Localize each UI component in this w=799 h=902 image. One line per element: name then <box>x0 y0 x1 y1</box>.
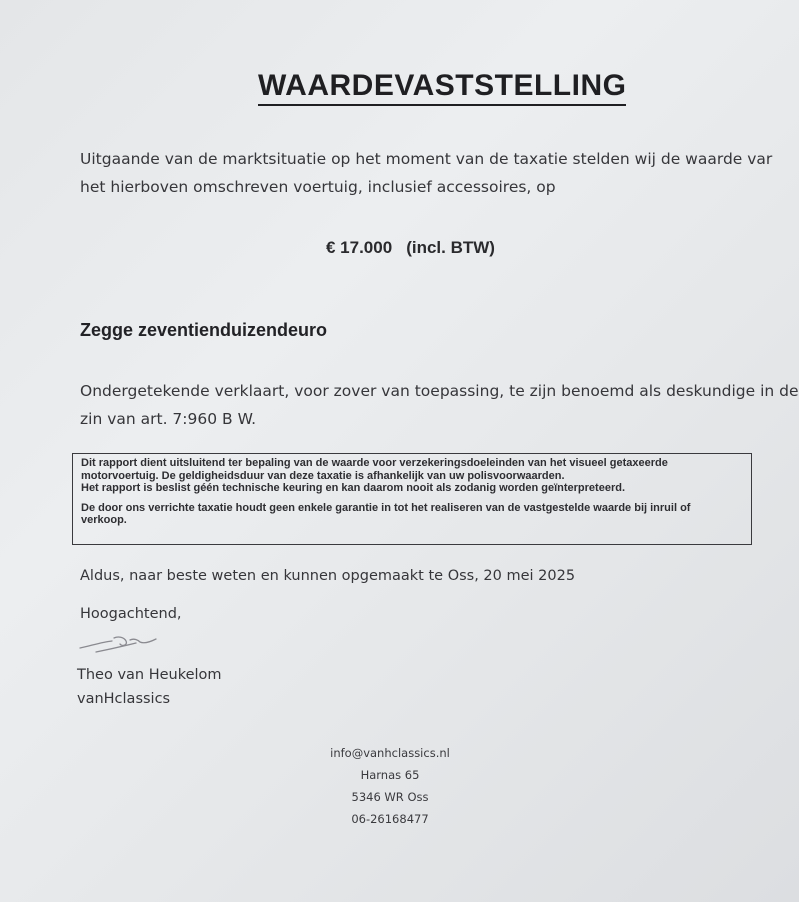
disclaimer-line: Het rapport is beslist géén technische keuring en kan daarom nooit als zodanig worden geïnterpreteerd. <box>81 482 626 494</box>
intro-paragraph <box>80 145 772 201</box>
signer-name: Theo van Heukelom <box>77 667 222 683</box>
disclaimer-line: De door ons verrichte taxatie houdt geen enkele garantie in tot het realiseren van de vastgestelde waarde bij inruil of <box>81 501 691 514</box>
contact-postal-city: 5346 WR Oss <box>351 790 429 804</box>
disclaimer-line: verkoop. <box>81 514 127 526</box>
closing-statement: Aldus, naar beste weten en kunnen opgemaakt te Oss, 20 mei 2025 <box>80 568 576 584</box>
declaration-line: Ondergetekende verklaart, voor zover van toepassing, te zijn benoemd als deskundige in de <box>80 382 799 400</box>
contact-block <box>320 742 460 830</box>
contact-phone: 06-26168477 <box>351 812 429 826</box>
intro-line: het hierboven omschreven voertuig, inclusief accessoires, op <box>80 178 556 196</box>
company-name: vanHclassics <box>77 691 171 707</box>
value-note-text: (incl. BTW) <box>406 238 495 257</box>
intro-line: Uitgaande van de marktsituatie op het moment van de taxatie stelden wij de waarde var <box>80 150 773 168</box>
disclaimer-box <box>72 453 752 545</box>
declaration-paragraph <box>80 377 799 433</box>
contact-street: Harnas 65 <box>360 768 420 782</box>
value-amount-text: € 17.000 <box>326 238 393 257</box>
disclaimer-line: motorvoertuig. De geldigheidsduur van deze taxatie is afhankelijk van uw polisvoorwaarden. <box>81 469 565 482</box>
document-title: WAARDEVASTSTELLING <box>258 68 626 106</box>
value-in-words: Zegge zeventienduizendeuro <box>80 320 328 340</box>
declaration-line: zin van art. 7:960 B W. <box>80 410 257 428</box>
greeting: Hoogachtend, <box>80 606 182 622</box>
disclaimer-line: Dit rapport dient uitsluitend ter bepaling van de waarde voor verzekeringsdoeleinden van het visueel getaxeerde <box>81 457 668 469</box>
valuation-amount <box>326 238 495 258</box>
signature-icon <box>76 628 160 658</box>
contact-email: info@vanhclassics.nl <box>330 746 450 760</box>
